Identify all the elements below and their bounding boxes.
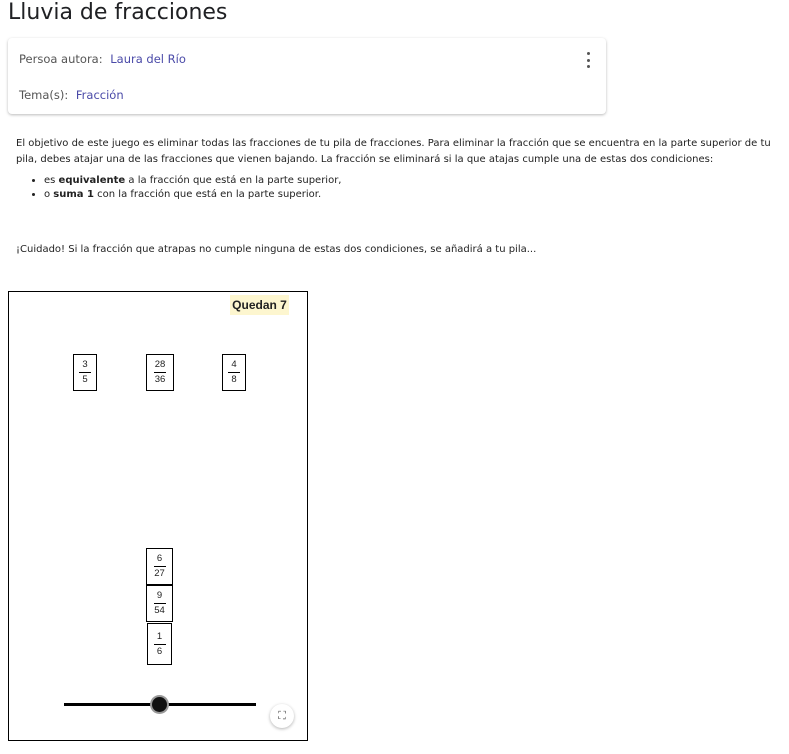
topic-label: Tema(s):: [19, 88, 69, 102]
topic-row: [19, 88, 124, 102]
page-title: Lluvia de fracciones: [8, 0, 228, 25]
stack-fraction: 1 6: [147, 623, 172, 665]
warning-text: ¡Cuidado! Si la fracción que atrapas no cumple ninguna de estas dos condiciones, se añadirá a tu pila...: [16, 244, 537, 255]
list-item: • es equivalente a la fracción que está en la parte superior,: [44, 174, 781, 188]
conditions-list: [16, 174, 781, 202]
slider-handle[interactable]: [152, 697, 167, 712]
stack-fraction: 6 27: [146, 548, 173, 585]
stack-fraction: 9 54: [146, 585, 173, 622]
author-link[interactable]: Laura del Río: [110, 52, 186, 66]
falling-fraction[interactable]: 4 8: [222, 354, 246, 391]
author-row: [19, 52, 186, 66]
remaining-counter: Quedan 7: [230, 295, 289, 315]
author-label: Persoa autora:: [19, 52, 103, 66]
topic-link[interactable]: Fracción: [75, 88, 124, 102]
game-board[interactable]: [8, 291, 308, 741]
info-card: [8, 38, 606, 114]
list-item: • o suma 1 con la fracción que está en la parte superior.: [44, 188, 781, 202]
falling-fraction[interactable]: 28 36: [146, 354, 174, 391]
description: [16, 136, 781, 202]
fullscreen-icon[interactable]: ⛶: [270, 704, 294, 728]
falling-fraction[interactable]: 3 5: [73, 354, 97, 391]
more-options-icon[interactable]: [584, 52, 592, 68]
description-paragraph: El objetivo de este juego es eliminar todas las fracciones de tu pila de fracciones. Para eliminar la fracción que se encuentra en la parte superior de tu pila, debes atajar una de las fracciones que vienen bajando. La fracción se eliminará si la que atajas cumple una de estas dos condiciones:: [16, 138, 771, 165]
